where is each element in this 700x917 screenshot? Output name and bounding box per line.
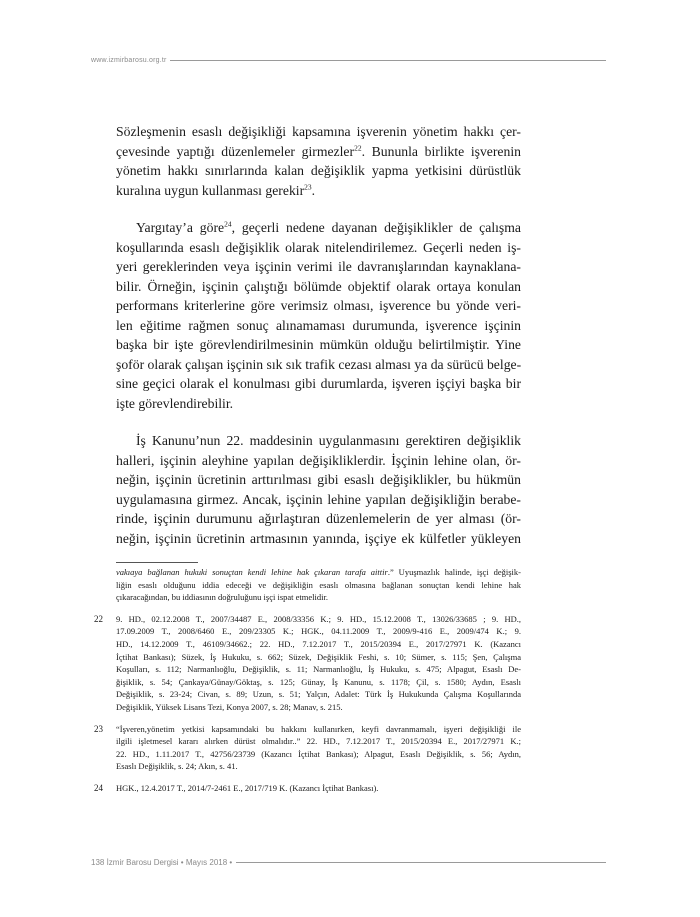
text-run: , geçerli nedene dayanan değişiklikler de çalışma [231,220,521,235]
footnote-line: İçtihat Bankası); Süzek, İş Hukuku, s. 662; Süzek, Değişiklik Feshi, s. 10; Sümer, s. 115; Şen, Çalışma [116,651,521,662]
footnote-number: 23 [94,723,103,734]
footnote-continuation [116,566,521,604]
text-line: uygulamasına girmez. Ancak, işçinin lehine yapılan değişikliğin berabe- [116,491,521,507]
footnote-line: Değişiklik, s. 23-24; Civan, s. 89; Uzun, s. 51; Yalçın, Adalet: Türk İş Hukukunda Çalışma Koşullarında [116,689,521,700]
text-run: . Bununla birlikte işverenin [361,143,521,159]
text-run: kuralına uygun kullanması gerekir [116,182,305,198]
footnote-line: Değişiklik, Yüksek Lisans Tezi, Konya 2007, s. 28; Manav, s. 215. [116,701,343,712]
text-line: sine geçici olarak el konulması gibi durumlarda, işveren işçiyi başka bir [116,376,521,391]
footnote-line: 17.09.2009 T., 2008/6460 E., 209/23305 K.; HGK., 04.11.2009 T., 2009/9-416 E., 2009/474 K.; 9. [116,626,521,637]
footnote-line: 9. HD., 02.12.2008 T., 2007/34487 E., 2008/33356 K.; 9. HD., 15.12.2008 T., 13026/33685 ; 9. HD., [116,613,521,624]
text-line [116,218,521,238]
page-header [91,53,606,67]
header-url: www.izmirbarosu.org.tr [91,56,167,64]
text-line: şoför olarak çalışan işçinin sık sık trafik cezası alması ya da sürücü belge- [116,356,522,372]
paragraph-1 [116,122,521,200]
text-line: işte görevlendirebilir. [116,395,234,411]
footnote-24 [94,782,521,795]
footnote-ref-24[interactable]: 24 [224,219,232,229]
footnote-line: HD., 14.12.2009 T., 46109/34662.; 22. HD., 7.12.2017 T., 2015/20394 E., 2017/27971 K. (Kazancı [116,638,521,649]
text-line: yönetim hakkı sınırlarında kalan değişiklik yapma yetkisini dürüstlük [116,163,521,178]
text-line: rinde, işçinin durumunu ağırlaştıran düzenlemelerin de yer alması (ör- [116,511,521,526]
text-line: yeri gereklerinden veya işçinin verimi ile davranışlarından kaynaklana- [116,259,521,274]
footnote-number: 24 [94,782,103,793]
footnote-ref-22[interactable]: 22 [354,142,362,152]
text-line: başka bir işte görevlendirilmesinin mümkün olduğu belirtilmiştir. Yine [116,337,521,352]
header-rule [170,60,606,61]
footnote-line: çıkaracağından, bu iddiasının doğruluğunu işçi ispat etmelidir. [116,592,328,603]
text-run: Yargıtay’a göre [136,220,225,235]
footnotes [94,566,521,804]
footnote-line: ğişiklik, s. 54; Çankaya/Günay/Göktaş, s. 125; Günay, İş Kanunu, s. 1178; Çil, s. 1580; Aydın, Esaslı [116,676,521,687]
footnote-line: “İşveren,yönetim yetkisi kapsamındaki bu hakkını kullanırken, keyfi davranmamalı, işyeri değişikliği ile [116,723,521,734]
footnote-line: ilgili işletmesel kararı alırken dürüst olmalıdır..” 22. HD., 7.12.2017 T., 2015/20394 E., 2017/27971 K.; [116,736,521,747]
text-line: Sözleşmenin esaslı değişikliği kapsamına işverenin yönetim hakkı çer- [116,124,521,139]
footnote-separator [116,562,198,563]
text-line [116,142,521,162]
footnote-23 [94,723,521,773]
text-line: neğin, işçinin ücretinin artmasının yanında, işçiye ek külfetler yükleyen [116,530,521,546]
footnote-line [116,566,521,579]
text-line [116,181,521,201]
text-line: bilir. Örneğin, işçinin çalıştığı bölümde objektif olarak ortaya konulan [116,278,521,294]
paragraph-2 [116,218,521,413]
footnote-ref-23[interactable]: 23 [304,181,312,191]
footnote-number: 22 [94,613,103,624]
footnote-22 [94,613,521,714]
text-line: neğin, işçinin ücretinin arttırılması gibi esaslı değişiklikler, bu hükmün [116,472,521,487]
text-line: İş Kanunu’nun 22. maddesinin uygulanmasını gerektiren değişiklik [136,433,521,448]
footnote-line: Koşulları, s. 112; Narmanlıoğlu, Değişiklik, s. 11; Narmanlıoğlu, İş Hukuku, s. 475; Alpagut, Esaslı De- [116,664,521,675]
page-footer [91,855,606,869]
footnote-italic: vakıaya bağlanan hukuki sonuçtan kendi lehine hak çıkaran tarafa aittir [116,567,388,577]
text-run: çevesinde yaptığı düzenlemeler girmezler [116,143,355,159]
text-line: koşullarında esaslı değişiklik olarak nitelendirilemez. Geçerli neden iş- [116,239,521,255]
text-run: .” Uyuşmazlık halinde, işçi değişik- [387,567,521,577]
text-line: len eğitime rağmen sonuç alınamaması durumunda, işverence işçinin [116,317,521,333]
footer-text: 138 İzmir Barosu Dergisi • Mayıs 2018 • [91,857,233,867]
footnote-line: liğin esaslı olduğunu iddia edeceği ve değişikliğin esaslı olmasına bağlanan sonuçtan kendi lehine hak [116,579,521,590]
text-line: halleri, işçinin aleyhine yapılan değişikliklerdir. İşçinin lehine olan, ör- [116,452,521,468]
footnote-line: 22. HD., 1.11.2017 T., 42756/23739 (Kazancı İçtihat Bankası); Alpagut, Esaslı Değişiklik, s. 56; Aydın, [116,748,521,759]
text-run: . [311,182,316,198]
footer-rule [236,862,606,863]
footnote-line: Esaslı Değişiklik, s. 24; Akın, s. 41. [116,761,238,772]
main-text [116,122,521,548]
footnote-line: HGK., 12.4.2017 T., 2014/7-2461 E., 2017/719 K. (Kazancı İçtihat Bankası). [116,782,379,793]
text-line: performans kriterlerine göre verimsiz olması, işverence bu yönde veri- [116,298,521,313]
paragraph-3 [116,431,521,548]
